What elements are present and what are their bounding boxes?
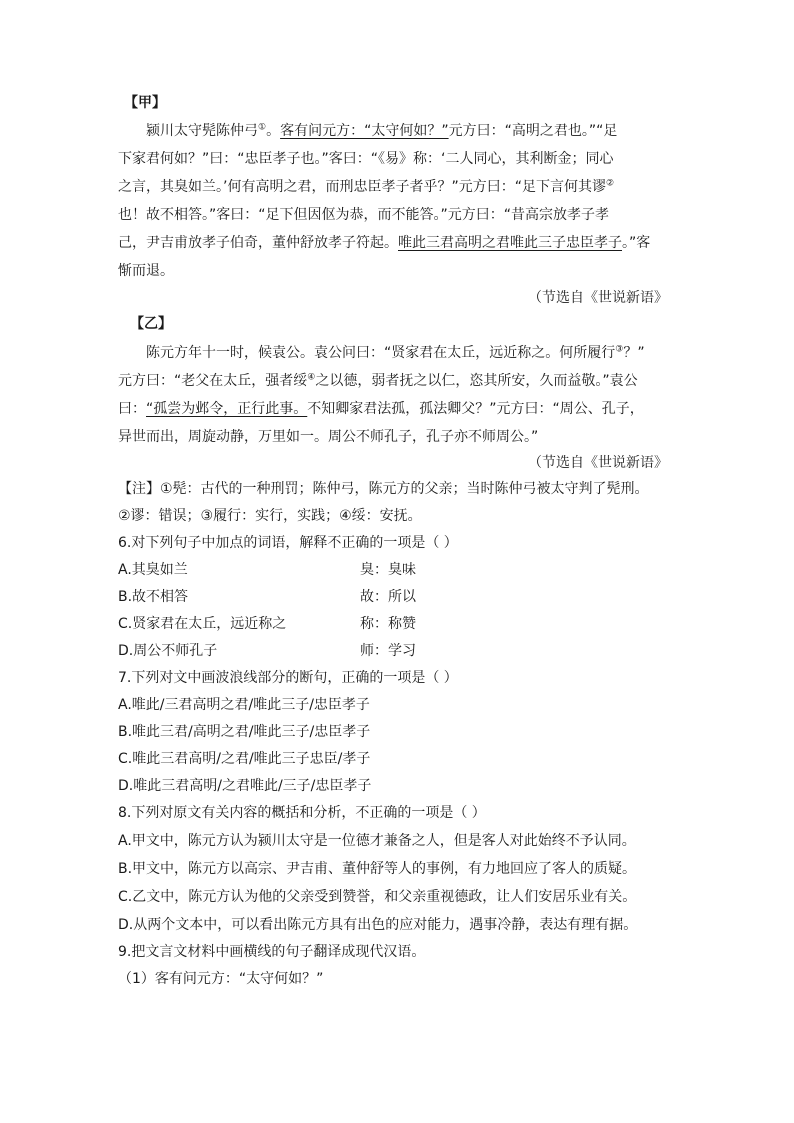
underlined-sentence-1: 客有问元方：“太守何如？” <box>280 123 449 139</box>
question-6-option-a: A.其臭如兰 <box>118 562 188 578</box>
notes-line-2: ②谬：错误；③履行：实行，实践；④绥：安抚。 <box>118 508 422 524</box>
question-9-stem: 9.把文言文材料中画横线的句子翻译成现代汉语。 <box>118 944 426 960</box>
question-8-option-b: B.甲文中，陈元方以高宗、尹吉甫、董仲舒等人的事例，有力地回应了客人的质疑。 <box>118 861 637 877</box>
question-7-option-c: C.唯此三君高明/之君/唯此三子忠臣/孝子 <box>118 751 371 767</box>
note-marker-4: ④ <box>307 372 316 383</box>
question-7-option-a: A.唯此/三君高明之君/唯此三子/忠臣孝子 <box>118 697 370 713</box>
question-6-option-c: C.贤家君在太丘，远近称之 <box>118 616 287 632</box>
passage-jia-source: （节选自《世说新语》 <box>528 290 668 306</box>
passage-jia-line-2: 下家君何如？”曰：“忠臣孝子也。”客曰：“《易》称：‘二人同心，其利断金；同心 <box>118 151 614 167</box>
passage-jia-line-3: 之言，其臭如兰。’何有高明之君，而刑忠臣孝子者乎？”元方曰：“足下言何其谬② <box>118 178 615 195</box>
question-6-stem: 6.对下列句子中加点的词语，解释不正确的一项是（ ） <box>118 535 458 551</box>
question-6-option-a-gloss: 臭：臭味 <box>360 562 416 578</box>
question-8-option-c: C.乙文中，陈元方认为他的父亲受到赞誉，和父亲重视德政，让人们安居乐业有关。 <box>118 889 637 905</box>
passage-yi-heading: 【乙】 <box>130 316 172 332</box>
passage-yi-line-4: 异世而出，周旋动静，万里如一。周公不师孔子，孔子亦不师周公。” <box>118 429 539 445</box>
passage-jia-line-1: 颍川太守髡陈仲弓①。客有问元方：“太守何如？”元方曰：“高明之君也。”“足 <box>146 122 618 139</box>
wavy-line-sentence: 唯此三君高明之君唯此三子忠臣孝子 <box>398 235 622 251</box>
question-6-option-b: B.故不相答 <box>118 589 189 605</box>
passage-yi-line-2: 元方曰：“老父在太丘，强者绥④之以德，弱者抚之以仁，恣其所安，久而益敬。”袁公 <box>118 372 638 389</box>
passage-yi-line-3: 曰：“孤尝为邺令，正行此事。不知卿家君法孤，孤法卿父？”元方曰：“周公、孔子， <box>118 401 644 417</box>
question-7-option-d: D.唯此三君高明/之君唯此/三子/忠臣孝子 <box>118 778 372 794</box>
question-6-option-c-gloss: 称：称赞 <box>360 616 416 632</box>
question-6-option-d-gloss: 师：学习 <box>360 643 416 659</box>
question-8-option-d: D.从两个文本中，可以看出陈元方具有出色的应对能力，遇事冷静，表达有理有据。 <box>118 917 638 933</box>
note-marker-2: ② <box>605 178 615 189</box>
question-9-sub-1: （1）客有问元方：“太守何如？” <box>118 971 324 987</box>
passage-yi-source: （节选自《世说新语》 <box>528 455 668 471</box>
note-marker-1: ① <box>258 122 267 133</box>
notes-line-1: 【注】①髡：古代的一种刑罚；陈仲弓，陈元方的父亲；当时陈仲弓被太守判了髡刑。 <box>118 481 649 497</box>
passage-jia-line-4: 也！故不相答。”客曰：“足下但因伛为恭，而不能答。”元方曰：“昔高宗放孝子孝 <box>118 207 610 223</box>
question-6-option-d: D.周公不师孔子 <box>118 643 218 659</box>
question-8-option-a: A.甲文中，陈元方认为颍川太守是一位德才兼备之人，但是客人对此始终不予认同。 <box>118 833 636 849</box>
note-marker-3: ③ <box>615 344 624 355</box>
question-7-option-b: B.唯此三君/高明之君/唯此三子/忠臣孝子 <box>118 724 371 740</box>
question-6-option-b-gloss: 故：所以 <box>360 589 416 605</box>
question-8-stem: 8.下列对原文有关内容的概括和分析，不正确的一项是（ ） <box>118 805 486 821</box>
passage-jia-heading: 【甲】 <box>124 95 166 111</box>
underlined-sentence-2: “孤尝为邺令，正行此事。 <box>146 401 308 417</box>
passage-jia-line-5: 己，尹吉甫放孝子伯奇，董仲舒放孝子符起。唯此三君高明之君唯此三子忠臣孝子。”客 <box>118 235 651 251</box>
passage-yi-line-1: 陈元方年十一时，候袁公。袁公问曰：“贤家君在太丘，远近称之。何所履行③？” <box>146 344 645 361</box>
question-7-stem: 7.下列对文中画波浪线部分的断句，正确的一项是（ ） <box>118 670 458 686</box>
passage-jia-line-6: 惭而退。 <box>118 263 174 279</box>
